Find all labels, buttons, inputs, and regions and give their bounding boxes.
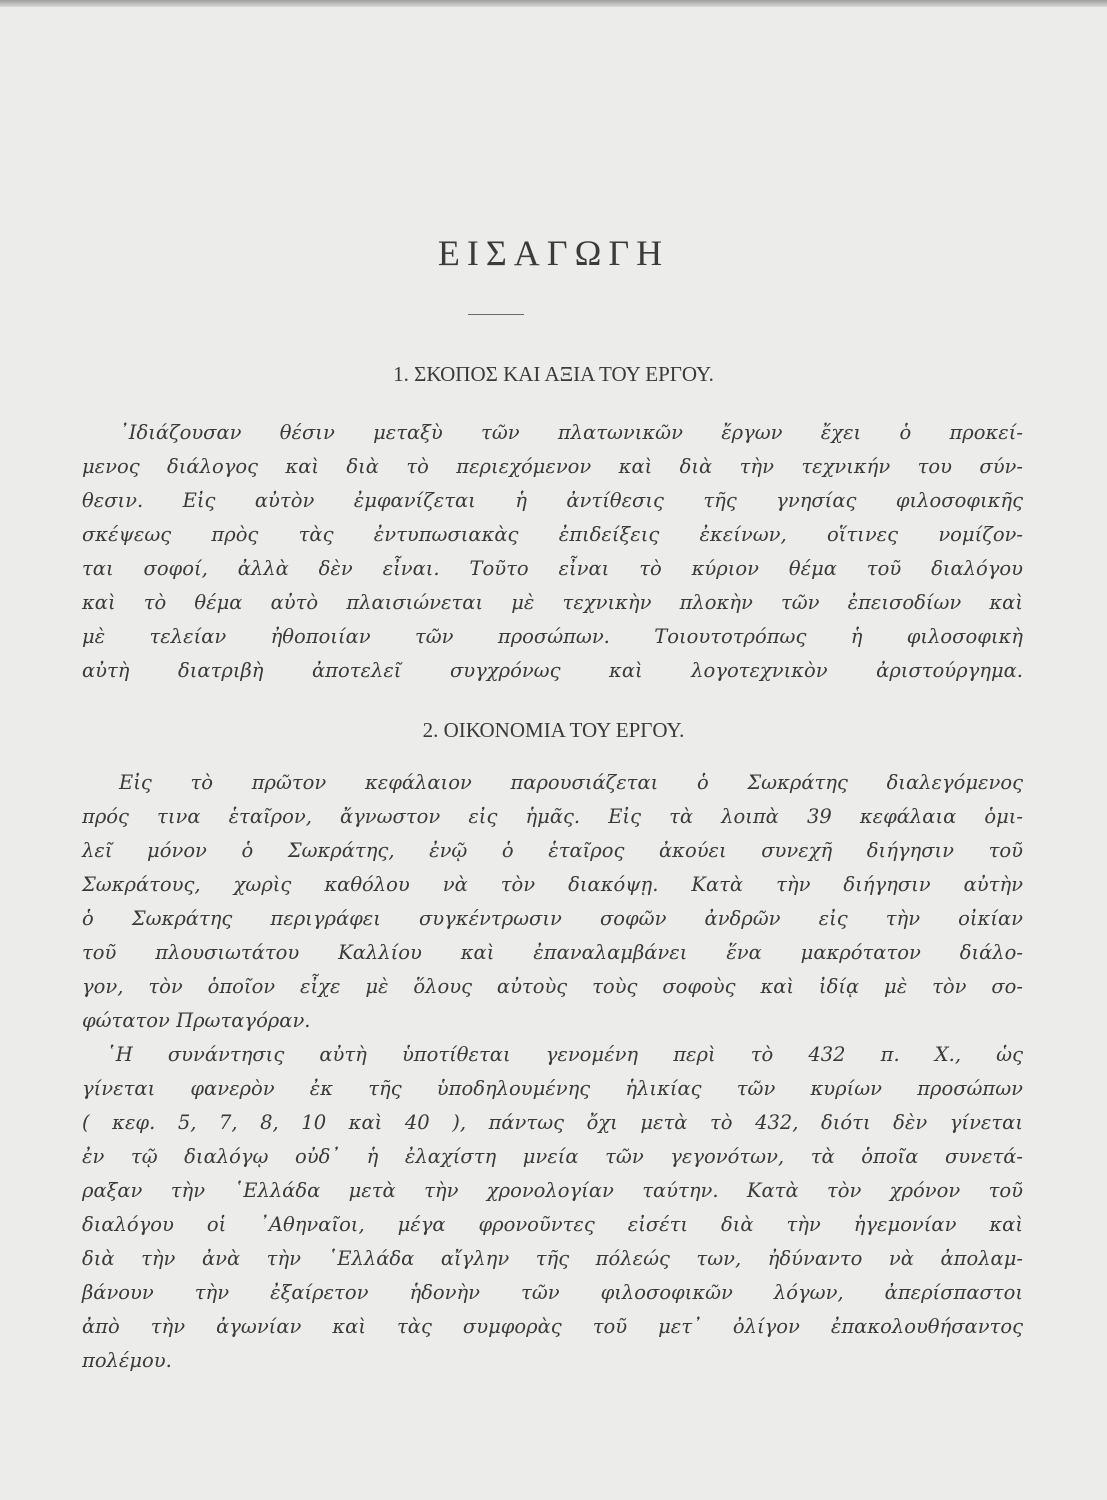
paragraph-line: Σωκράτους, χωρὶς καθόλου νὰ τὸν διακόψῃ. Κατὰ τὴν διήγησιν αὐτὴν bbox=[82, 873, 1023, 896]
paragraph-line: βάνουν τὴν ἐξαίρετον ἡδονὴν τῶν φιλοσοφικῶν λόγων, ἀπερίσπαστοι bbox=[82, 1281, 1023, 1304]
paragraph-line: ᾿Ιδιάζουσαν θέσιν μεταξὺ τῶν πλατωνικῶν ἔργων ἔχει ὁ προκεί- bbox=[119, 421, 1023, 444]
paragraph-line: μὲ τελείαν ἠθοποιίαν τῶν προσώπων. Τοιουτοτρόπως ἡ φιλοσοφικὴ bbox=[82, 625, 1023, 648]
paragraph-line: καὶ τὸ θέμα αὐτὸ πλαισιώνεται μὲ τεχνικὴν πλοκὴν τῶν ἐπεισοδίων καὶ bbox=[82, 591, 1023, 614]
title-divider bbox=[468, 314, 524, 315]
paragraph-line: φώτατον Πρωταγόραν. bbox=[82, 1009, 311, 1032]
paragraph-line: διαλόγου οἱ ᾿Αθηναῖοι, μέγα φρονοῦντες εἰσέτι διὰ τὴν ἡγεμονίαν καὶ bbox=[82, 1213, 1023, 1236]
paragraph-line: λεῖ μόνον ὁ Σωκράτης, ἐνῷ ὁ ἑταῖρος ἀκούει συνεχῆ διήγησιν τοῦ bbox=[82, 839, 1023, 862]
section-1-heading: 1. ΣΚΟΠΟΣ ΚΑΙ ΑΞΙΑ ΤΟΥ ΕΡΓΟΥ. bbox=[393, 362, 714, 386]
paragraph-line: γον, τὸν ὁποῖον εἶχε μὲ ὅλους αὐτοὺς τοὺς σοφοὺς καὶ ἰδίᾳ μὲ τὸν σο- bbox=[82, 975, 1023, 998]
paragraph-line: ται σοφοί, ἀλλὰ δὲν εἶναι. Τοῦτο εἶναι τὸ κύριον θέμα τοῦ διαλόγου bbox=[82, 557, 1023, 580]
paragraph-line: ὁ Σωκράτης περιγράφει συγκέντρωσιν σοφῶν ἀνδρῶν εἰς τὴν οἰκίαν bbox=[82, 907, 1023, 930]
paragraph-line: θεσιν. Εἰς αὐτὸν ἐμφανίζεται ἡ ἀντίθεσις τῆς γνησίας φιλοσοφικῆς bbox=[82, 489, 1023, 512]
paragraph-line: Εἰς τὸ πρῶτον κεφάλαιον παρουσιάζεται ὁ Σωκράτης διαλεγόμενος bbox=[119, 771, 1023, 794]
paragraph-line: σκέψεως πρὸς τὰς ἐντυπωσιακὰς ἐπιδείξεις ἐκείνων, οἵτινες νομίζον- bbox=[82, 523, 1023, 546]
paragraph-line: τοῦ πλουσιωτάτου Καλλίου καὶ ἐπαναλαμβάνει ἕνα μακρότατον διάλο- bbox=[82, 941, 1023, 964]
paragraph-line: αὐτὴ διατριβὴ ἀποτελεῖ συγχρόνως καὶ λογοτεχνικὸν ἀριστούργημα. bbox=[82, 659, 1023, 682]
paragraph-line: ῾Η συνάντησις αὐτὴ ὑποτίθεται γενομένη περὶ τὸ 432 π. Χ., ὡς bbox=[106, 1043, 1023, 1066]
page-title: ΕΙΣΑΓΩΓΗ bbox=[437, 233, 670, 273]
paragraph-line: ἐν τῷ διαλόγῳ οὐδ᾿ ἡ ἐλαχίστη μνεία τῶν γεγονότων, τὰ ὁποῖα συνετά- bbox=[82, 1145, 1023, 1168]
paragraph-line: πρός τινα ἑταῖρον, ἄγνωστον εἰς ἡμᾶς. Εἰς τὰ λοιπὰ 39 κεφάλαια ὁμι- bbox=[82, 805, 1023, 828]
paragraph-line: ἀπὸ τὴν ἀγωνίαν καὶ τὰς συμφορὰς τοῦ μετ᾿ ὀλίγον ἐπακολουθήσαντος bbox=[82, 1315, 1023, 1338]
paragraph-line: ραξαν τὴν ῾Ελλάδα μετὰ τὴν χρονολογίαν ταύτην. Κατὰ τὸν χρόνον τοῦ bbox=[82, 1179, 1023, 1202]
paragraph-line: πολέμου. bbox=[82, 1349, 172, 1372]
paragraph-line: διὰ τὴν ἀνὰ τὴν ῾Ελλάδα αἴγλην τῆς πόλεώς των, ἠδύναντο νὰ ἀπολαμ- bbox=[82, 1247, 1023, 1270]
section-2-heading: 2. ΟΙΚΟΝΟΜΙΑ ΤΟΥ ΕΡΓΟΥ. bbox=[422, 718, 685, 742]
paragraph-line: ( κεφ. 5, 7, 8, 10 καὶ 40 ), πάντως ὄχι μετὰ τὸ 432, διότι δὲν γίνεται bbox=[82, 1111, 1023, 1134]
paragraph-line: μενος διάλογος καὶ διὰ τὸ περιεχόμενον καὶ διὰ τὴν τεχνικήν του σύν- bbox=[82, 455, 1023, 478]
paragraph-line: γίνεται φανερὸν ἐκ τῆς ὑποδηλουμένης ἡλικίας τῶν κυρίων προσώπων bbox=[82, 1077, 1023, 1100]
